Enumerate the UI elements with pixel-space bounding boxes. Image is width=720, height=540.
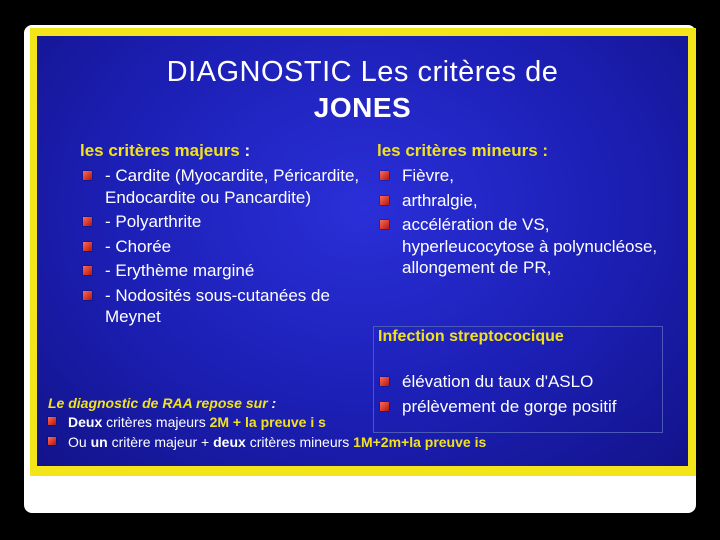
- bullet-icon: [48, 417, 56, 425]
- slide-title-emphasis: JONES: [313, 92, 412, 123]
- summary-line: Ou un critère majeur + deux critères mineurs 1M+2m+la preuve is: [48, 432, 678, 452]
- list-item: - Chorée: [80, 236, 370, 258]
- bullet-icon: [380, 171, 389, 180]
- slide-title: DIAGNOSTIC Les critères de: [166, 56, 559, 88]
- list-item: prélèvement de gorge positif: [377, 396, 667, 418]
- bullet-icon: [83, 242, 92, 251]
- major-criteria-heading: les critères majeurs :: [80, 141, 251, 160]
- bullet-icon: [48, 437, 56, 445]
- bullet-icon: [380, 377, 389, 386]
- major-criteria: [80, 141, 370, 331]
- list-item: Fièvre,: [377, 165, 677, 187]
- bullet-icon: [83, 266, 92, 275]
- bullet-icon: [380, 220, 389, 229]
- summary-title: Le diagnostic de RAA repose sur :: [48, 395, 277, 411]
- bullet-icon: [380, 196, 389, 205]
- list-item: élévation du taux d'ASLO: [377, 371, 667, 393]
- major-criteria-list: [80, 165, 370, 328]
- infection-heading: Infection streptococique: [378, 328, 564, 345]
- list-item: arthralgie,: [377, 190, 677, 212]
- bullet-icon: [83, 291, 92, 300]
- list-item: - Polyarthrite: [80, 211, 370, 233]
- minor-criteria-heading: les critères mineurs :: [377, 141, 549, 160]
- summary-line: Deux critères majeurs 2M + la preuve i s: [48, 412, 678, 432]
- diagnosis-summary: [48, 394, 678, 452]
- slide: [37, 36, 688, 466]
- minor-criteria-list: [377, 165, 677, 279]
- list-item: accélération de VS, hyperleucocytose à polynucléose, allongement de PR,: [377, 214, 677, 279]
- list-item: - Erythème marginé: [80, 260, 370, 282]
- bullet-icon: [83, 217, 92, 226]
- list-item: - Nodosités sous-cutanées de Meynet: [80, 285, 370, 328]
- list-item: - Cardite (Myocardite, Péricardite, Endocardite ou Pancardite): [80, 165, 370, 208]
- minor-criteria: [377, 141, 677, 282]
- bullet-icon: [83, 171, 92, 180]
